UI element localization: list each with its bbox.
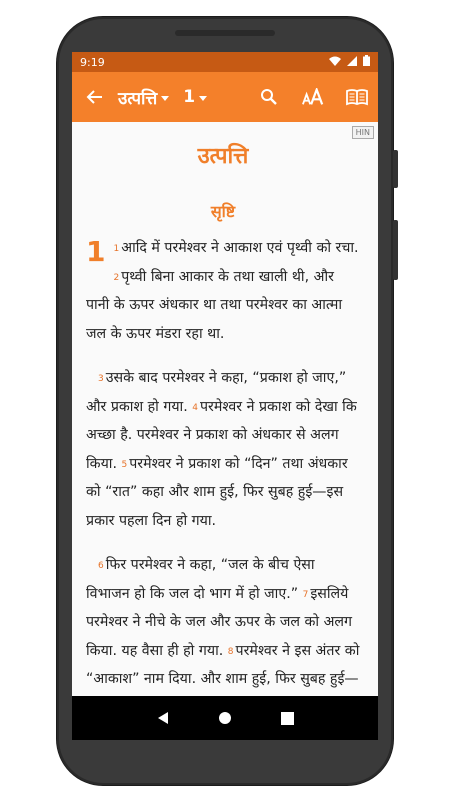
dropdown-caret-icon [161, 96, 169, 101]
text-size-icon[interactable] [302, 86, 324, 108]
status-bar [72, 52, 378, 72]
verse-number: 7 [302, 589, 309, 600]
reading-pane[interactable] [72, 122, 378, 722]
verse-number: 3 [98, 374, 104, 384]
dropdown-caret-icon [199, 96, 207, 101]
verse-number: 6 [98, 561, 104, 571]
verse-text: फिर परमेश्वर ने कहा, “जल के बीच ऐसा विभाजन हो कि जल दो भाग में हो जाए.” [86, 557, 315, 602]
open-book-icon[interactable] [346, 86, 368, 108]
chapter-number: 1 [86, 235, 106, 268]
battery-icon [363, 55, 370, 69]
wifi-icon [329, 56, 341, 69]
verse-text: आदि में परमेश्वर ने आकाश एवं पृथ्वी को रचा. [121, 240, 359, 256]
verse-text: परमेश्वर ने प्रकाश को “दिन” तथा अंधकार को “रात” कहा और शाम हुई, फिर सुबह हुई—इस प्रकार पहला दिन हो गया. [86, 455, 348, 529]
chapter-selector[interactable] [183, 87, 207, 107]
book-selector[interactable] [118, 86, 169, 109]
app-toolbar [72, 72, 378, 122]
nav-back-icon[interactable] [153, 708, 173, 728]
verse-text: परमेश्वर ने इस अंतर को “आकाश” नाम दिया. और शाम हुई, फिर सुबह हुई— [86, 642, 360, 687]
version-badge[interactable]: HIN [352, 126, 374, 139]
system-nav-bar [72, 696, 378, 740]
volume-button [393, 150, 398, 188]
status-time: 9:19 [80, 55, 105, 69]
power-button [393, 220, 398, 280]
paragraph [86, 234, 360, 348]
book-title: उत्पत्ति [197, 144, 249, 169]
section-heading: सृष्टि [210, 202, 236, 221]
paragraph [86, 364, 360, 535]
verse-text: इसलिये परमेश्वर ने नीचे के जल और ऊपर के जल को अलग किया. यह वैसा ही हो गया. [86, 585, 353, 659]
verse-number: 5 [121, 459, 128, 470]
verse-text: उसके बाद परमेश्वर ने कहा, “प्रकाश हो जाए,” और प्रकाश हो गया. [86, 370, 347, 415]
verse-number: 1 [113, 244, 120, 254]
verse-number: 2 [113, 272, 120, 283]
verse-text: पृथ्वी बिना आकार के तथा खाली थी, और पानी के ऊपर अंधकार था तथा परमेश्वर का आत्मा जल के ऊपर मंडरा रहा था. [86, 268, 343, 342]
verse-number: 4 [192, 402, 198, 413]
earpiece-speaker [175, 30, 275, 36]
verse-text: परमेश्वर ने प्रकाश को देखा कि अच्छा है. परमेश्वर ने प्रकाश को अंधकार से अलग किया. [86, 398, 357, 472]
verse-number: 8 [227, 646, 234, 657]
back-arrow-icon[interactable] [86, 87, 106, 107]
book-selector-label: उत्पत्ति [118, 88, 158, 109]
screen [72, 52, 378, 740]
nav-home-icon[interactable] [215, 708, 235, 728]
nav-recents-icon[interactable] [277, 708, 297, 728]
search-icon[interactable] [258, 86, 280, 108]
chapter-selector-label: 1 [183, 87, 196, 107]
cell-signal-icon [347, 56, 357, 69]
